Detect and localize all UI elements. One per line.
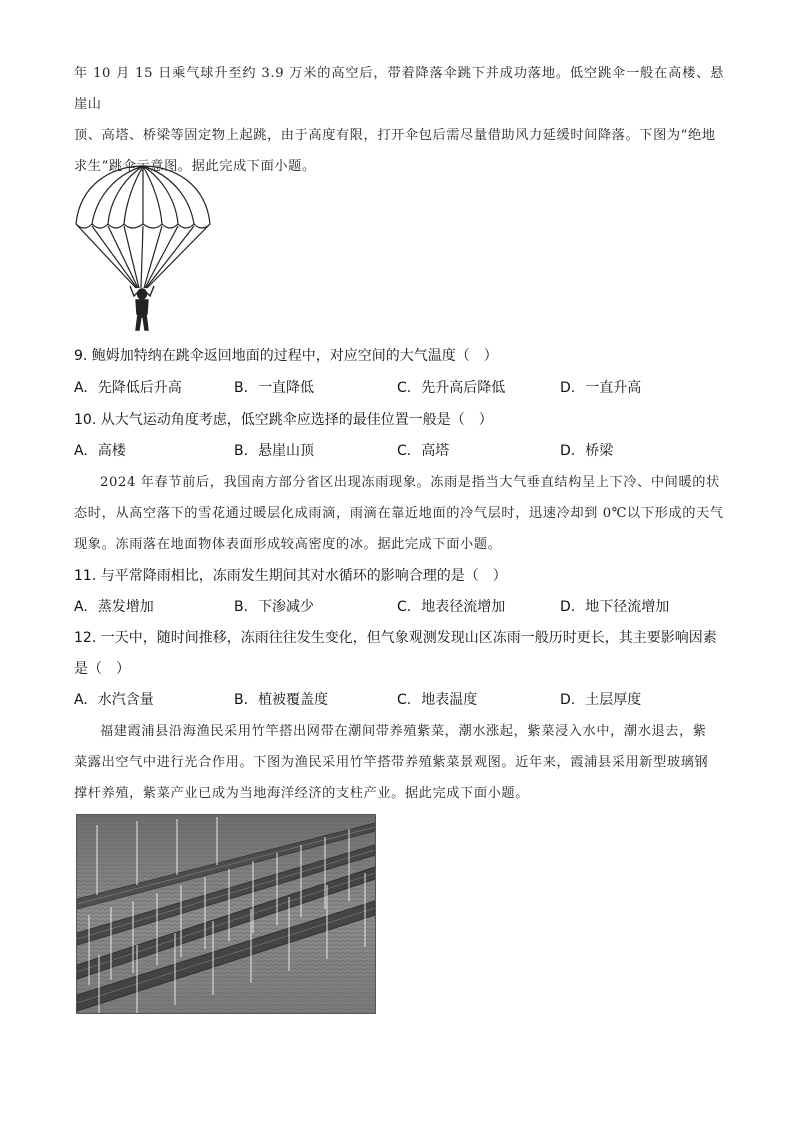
option-a[interactable]: A. 蒸发增加 — [74, 599, 154, 615]
question-12-stem: 12. 一天中，随时间推移，冻雨往往发生变化，但气象观测发现山区冻雨一般历时更长，其主要影响因素 是（ ） — [74, 630, 717, 677]
option-a[interactable]: A. 先降低后升高 — [74, 380, 182, 396]
passage-line: 福建霞浦县沿海渔民采用竹竿搭出网带在潮间带养殖紫菜，潮水涨起，紫菜浸入水中，潮水退去，紫 — [100, 724, 707, 739]
question-11-stem: 11. 与平常降雨相比，冻雨发生期间其对水循环的影响合理的是（ ） — [74, 568, 507, 584]
skydiver-figure — [130, 286, 154, 330]
option-b[interactable]: B. 一直降低 — [234, 380, 315, 396]
passage-line: 菜露出空气中进行光合作用。下图为渔民采用竹竿搭带养殖紫菜景观图。近年来，霞浦县采用新型玻璃钢 — [74, 755, 709, 770]
option-c[interactable]: C. 高塔 — [397, 443, 450, 459]
passage-line: 年 10 月 15 日乘气球升至约 3.9 万米的高空后，带着降落伞跳下并成功落地。低空跳伞一般在高楼、悬崖山 — [74, 66, 724, 112]
option-a[interactable]: A. 水汽含量 — [74, 692, 154, 708]
question-9-options — [74, 373, 734, 404]
option-d[interactable]: D. 一直升高 — [560, 380, 642, 396]
option-b[interactable]: B. 植被覆盖度 — [234, 692, 329, 708]
parachute-illustration — [72, 162, 214, 334]
passage-line: 撑杆养殖，紫菜产业已成为当地海洋经济的支柱产业。据此完成下面小题。 — [74, 786, 529, 801]
question-9-stem: 9. 鲍姆加特纳在跳伞返回地面的过程中，对应空间的大气温度（ ） — [74, 348, 498, 364]
passage-line: 顶、高塔、桥梁等固定物上起跳，由于高度有限，打开伞包后需尽量借助风力延缓时间降落。下图为“绝地 — [74, 128, 716, 143]
question-10-stem: 10. 从大气运动角度考虑，低空跳伞应选择的最佳位置一般是（ ） — [74, 412, 493, 428]
option-c[interactable]: C. 先升高后降低 — [397, 380, 506, 396]
option-b[interactable]: B. 下渗减少 — [234, 599, 315, 615]
option-d[interactable]: D. 地下径流增加 — [560, 599, 670, 615]
seaweed-farm-photo — [76, 814, 376, 1014]
passage-line: 2024 年春节前后，我国南方部分省区出现冻雨现象。冻雨是指当大气垂直结构呈上下冷、中间暖的状 — [100, 475, 720, 490]
option-c[interactable]: C. 地表温度 — [397, 692, 478, 708]
option-a[interactable]: A. 高楼 — [74, 443, 126, 459]
passage-freezing-rain — [74, 467, 724, 560]
question-11-options — [74, 592, 734, 623]
question-12-options — [74, 685, 734, 716]
passage-line: 现象。冻雨落在地面物体表面形成较高密度的冰。据此完成下面小题。 — [74, 537, 502, 552]
question-10-options — [74, 436, 734, 467]
option-d[interactable]: D. 土层厚度 — [560, 692, 642, 708]
passage-line: 态时，从高空落下的雪花通过暖层化成雨滴，雨滴在靠近地面的冷气层时，迅速冷却到 0℃以下形成的天气 — [74, 506, 724, 521]
option-d[interactable]: D. 桥梁 — [560, 443, 614, 459]
passage-seaweed — [74, 716, 724, 809]
passage-line: 求生”跳伞示意图。据此完成下面小题。 — [74, 159, 316, 174]
option-b[interactable]: B. 悬崖山顶 — [234, 443, 315, 459]
option-c[interactable]: C. 地表径流增加 — [397, 599, 506, 615]
